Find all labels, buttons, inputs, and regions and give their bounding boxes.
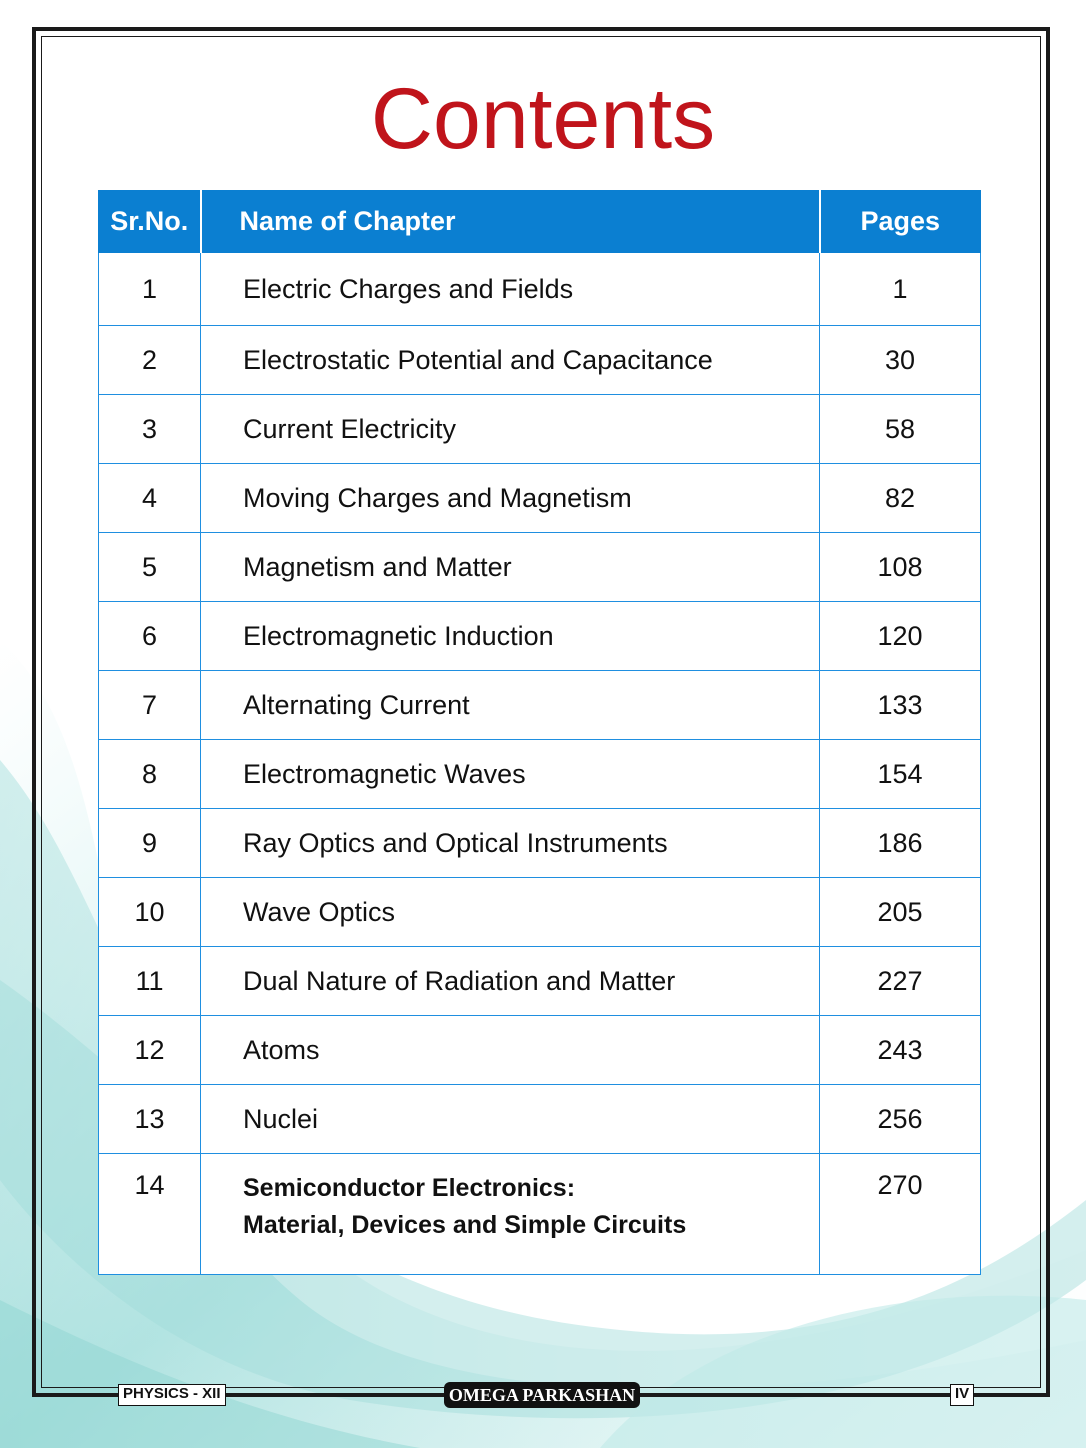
chapter-number: 12 [99, 1016, 201, 1085]
chapter-number: 5 [99, 533, 201, 602]
footer-publisher-badge: OMEGA PARKASHAN [444, 1382, 640, 1408]
chapter-number: 10 [99, 878, 201, 947]
chapter-number: 3 [99, 395, 201, 464]
chapter-page: 120 [820, 602, 981, 671]
chapter-number: 14 [99, 1154, 201, 1275]
footer-subject-label: PHYSICS - XII [118, 1384, 226, 1406]
chapter-name[interactable]: Magnetism and Matter [201, 533, 820, 602]
chapter-name[interactable]: Electrostatic Potential and Capacitance [201, 326, 820, 395]
chapter-number: 11 [99, 947, 201, 1016]
chapter-number: 9 [99, 809, 201, 878]
chapter-page: 30 [820, 326, 981, 395]
chapter-number: 6 [99, 602, 201, 671]
chapter-page: 243 [820, 1016, 981, 1085]
chapter-name[interactable]: Current Electricity [201, 395, 820, 464]
header-chapter-name: Name of Chapter [201, 191, 820, 253]
contents-table [98, 190, 981, 1275]
table-row[interactable] [99, 464, 981, 533]
chapter-name[interactable]: Atoms [201, 1016, 820, 1085]
table-row[interactable] [99, 602, 981, 671]
footer-page-number: IV [950, 1384, 974, 1406]
header-sr-no: Sr.No. [99, 191, 201, 253]
table-row[interactable] [99, 395, 981, 464]
chapter-page: 133 [820, 671, 981, 740]
chapter-name[interactable] [201, 1154, 820, 1275]
chapter-name[interactable]: Ray Optics and Optical Instruments [201, 809, 820, 878]
chapter-name[interactable]: Moving Charges and Magnetism [201, 464, 820, 533]
chapter-name[interactable]: Dual Nature of Radiation and Matter [201, 947, 820, 1016]
chapter-number: 2 [99, 326, 201, 395]
chapter-page: 82 [820, 464, 981, 533]
table-row[interactable] [99, 533, 981, 602]
chapter-name[interactable]: Electric Charges and Fields [201, 253, 820, 326]
chapter-page: 256 [820, 1085, 981, 1154]
chapter-page: 227 [820, 947, 981, 1016]
table-row[interactable] [99, 809, 981, 878]
table-row[interactable] [99, 671, 981, 740]
chapter-page: 270 [820, 1154, 981, 1275]
table-row[interactable] [99, 740, 981, 809]
chapter-page: 186 [820, 809, 981, 878]
header-pages: Pages [820, 191, 981, 253]
table-row[interactable] [99, 1154, 981, 1275]
chapter-number: 1 [99, 253, 201, 326]
chapter-name-line-1: Semiconductor Electronics: [243, 1174, 576, 1202]
chapter-page: 108 [820, 533, 981, 602]
chapter-page: 58 [820, 395, 981, 464]
chapter-name[interactable]: Electromagnetic Induction [201, 602, 820, 671]
table-row[interactable] [99, 1016, 981, 1085]
chapter-name-line-2: Material, Devices and Simple Circuits [243, 1211, 687, 1239]
chapter-number: 13 [99, 1085, 201, 1154]
chapter-number: 4 [99, 464, 201, 533]
chapter-name[interactable]: Nuclei [201, 1085, 820, 1154]
table-row[interactable] [99, 253, 981, 326]
chapter-page: 1 [820, 253, 981, 326]
table-row[interactable] [99, 878, 981, 947]
header-row [99, 191, 981, 253]
chapter-name[interactable]: Alternating Current [201, 671, 820, 740]
chapter-name[interactable]: Wave Optics [201, 878, 820, 947]
chapter-number: 7 [99, 671, 201, 740]
chapter-name[interactable]: Electromagnetic Waves [201, 740, 820, 809]
chapter-page: 205 [820, 878, 981, 947]
page-title: Contents [370, 71, 716, 167]
chapter-number: 8 [99, 740, 201, 809]
table-row[interactable] [99, 1085, 981, 1154]
chapter-page: 154 [820, 740, 981, 809]
table-row[interactable] [99, 947, 981, 1016]
table-row[interactable] [99, 326, 981, 395]
